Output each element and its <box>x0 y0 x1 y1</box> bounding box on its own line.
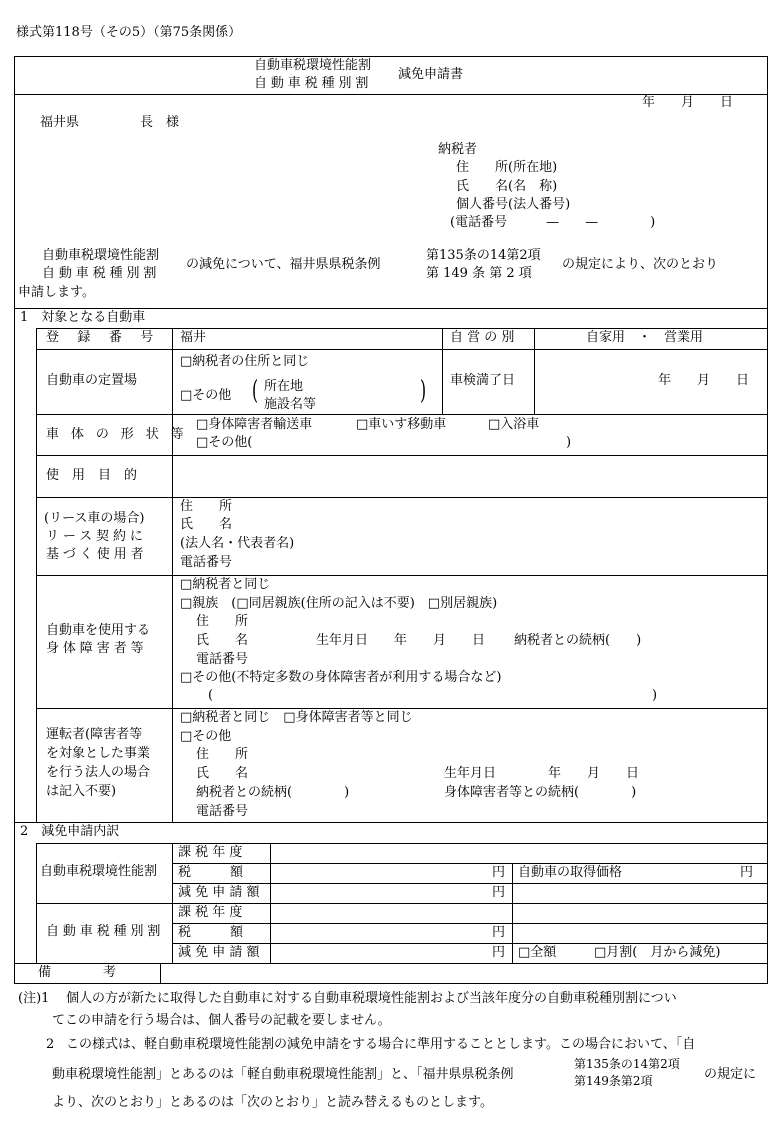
sec2-row2 <box>172 863 768 864</box>
row-body-top <box>36 414 768 415</box>
paren-open: ( <box>252 376 259 406</box>
inspection-date[interactable]: 年 月 日 <box>658 373 750 388</box>
row-user-top <box>36 575 768 576</box>
section1-title: 1 対象となる自動車 <box>20 310 146 325</box>
intro-last: 申請します。 <box>18 285 95 300</box>
body-opt1[interactable]: □身体障害者輸送車 <box>196 417 313 432</box>
taxpayer-id[interactable]: 個人番号(法人番号) <box>456 197 571 212</box>
user-other-open: ( <box>208 688 214 703</box>
title-suffix: 減免申請書 <box>398 67 464 82</box>
user-same[interactable]: □納税者と同じ <box>180 577 271 592</box>
row-lease-top <box>36 497 768 498</box>
note2-line1: この様式は、軽自動車税環境性能割の減免申請をする場合に準用することとします。この場合において、「自 <box>66 1037 696 1052</box>
title-line2: 自動車税種別割 <box>254 76 373 91</box>
note1-line1: 個人の方が新たに取得した自動車に対する自動車税環境性能割および当該年度分の自動車税種別割につい <box>66 991 677 1006</box>
intro-end: の規定により、次のとおり <box>562 257 719 272</box>
user-addr[interactable]: 住 所 <box>196 614 249 629</box>
driver-name[interactable]: 氏 名 <box>196 766 249 781</box>
frame-top <box>14 56 768 57</box>
sec2-top <box>14 822 768 823</box>
lease-label1: (リース車の場合) <box>44 511 145 526</box>
row-reg-top <box>36 328 768 329</box>
driver-rel2[interactable]: 身体障害者等との続柄( ) <box>444 785 637 800</box>
driver-same[interactable]: □納税者と同じ □身体障害者等と同じ <box>180 710 413 725</box>
row-loc-top <box>36 349 768 350</box>
type-year-label: 課 税 年 度 <box>178 905 243 920</box>
row-purpose-top <box>36 455 768 456</box>
location-facility[interactable]: 施設名等 <box>264 397 317 412</box>
sec2-row6 <box>172 943 768 944</box>
taxpayer-address[interactable]: 住 所(所在地) <box>456 160 558 175</box>
lease-phone[interactable]: 電話番号 <box>180 555 233 570</box>
env-year-label: 課 税 年 度 <box>178 845 243 860</box>
body-opt2[interactable]: □車いす移動車 <box>356 417 447 432</box>
purpose-label: 使 用 目 的 <box>46 468 138 483</box>
driver-phone[interactable]: 電話番号 <box>196 804 249 819</box>
addressee-title: 長 様 <box>140 115 180 130</box>
section2-title: 2 減免申請内訳 <box>20 824 120 839</box>
driver-label2: を対象とした事業 <box>46 746 151 761</box>
location-addr[interactable]: 所在地 <box>264 379 304 394</box>
taxpayer-phone[interactable]: (電話番号 — — ) <box>450 215 656 230</box>
col-mid2 <box>534 328 535 414</box>
lease-label2: リース契約に <box>46 529 147 544</box>
sec2-col3 <box>512 863 513 964</box>
full-checkbox[interactable]: □全額 <box>518 945 557 960</box>
addressee-pref: 福井県 <box>40 115 80 130</box>
sec2-row5 <box>172 923 768 924</box>
note1-head: (注)1 <box>18 991 50 1006</box>
body-label: 車 体 の 形 状 等 <box>46 427 188 442</box>
col-mid <box>442 328 443 414</box>
note2-line3: より、次のとおり」とあるのは「次のとおり」と読み替えるものとします。 <box>52 1095 493 1110</box>
location-label: 自動車の定置場 <box>46 373 138 388</box>
user-label1: 自動車を使用する <box>46 623 151 638</box>
note2-head: 2 <box>46 1037 55 1052</box>
body-opt3[interactable]: □入浴車 <box>488 417 540 432</box>
user-other-close: ) <box>652 688 658 703</box>
taxpayer-name[interactable]: 氏 名(名 称) <box>456 179 558 194</box>
intro-art2: 第 149 条 第 2 項 <box>426 266 532 281</box>
note2-line2a: 動車税環境性能割」とあるのは「軽自動車税環境性能割」と、「福井県県税条例 <box>52 1067 514 1082</box>
body-other[interactable]: □その他( <box>196 435 253 450</box>
user-name[interactable]: 氏 名 <box>196 633 249 648</box>
lease-corp: (法人名・代表者名) <box>180 536 295 551</box>
location-other-checkbox[interactable]: □その他 <box>180 388 232 403</box>
env-label: 自動車税環境性能割 <box>40 864 158 879</box>
acq-label: 自動車の取得価格 <box>518 865 623 880</box>
driver-rel1[interactable]: 納税者との続柄( ) <box>196 785 350 800</box>
taxpayer-heading: 納税者 <box>438 142 478 157</box>
body-close: ) <box>566 435 572 450</box>
frame-bottom <box>14 983 768 984</box>
intro-art1: 第135条の14第2項 <box>426 248 541 263</box>
type-reduction-label: 減 免 申 請 額 <box>178 945 260 960</box>
type-label: 自動車税種別割 <box>46 924 165 939</box>
user-phone[interactable]: 電話番号 <box>196 652 249 667</box>
sec1-top <box>14 308 768 309</box>
inspection-label: 車検満了日 <box>450 373 516 388</box>
type-tax-yen: 円 <box>492 925 506 940</box>
lease-name[interactable]: 氏 名 <box>180 517 233 532</box>
use-type-value[interactable]: 自家用 ・ 営業用 <box>586 330 704 345</box>
frame-right <box>767 56 768 984</box>
user-family[interactable]: □親族 (□同居親族(住所の記入は不要) □別居親族) <box>180 596 498 611</box>
intro-tax1: 自動車税環境性能割 <box>42 248 160 263</box>
lease-addr[interactable]: 住 所 <box>180 499 233 514</box>
remarks-divider <box>160 963 161 984</box>
sec2-bottom <box>14 963 768 964</box>
driver-addr[interactable]: 住 所 <box>196 747 249 762</box>
env-reduction-label: 減 免 申 請 額 <box>178 885 260 900</box>
paren-close: ) <box>420 376 427 406</box>
env-reduction-yen: 円 <box>492 885 506 900</box>
sec2-row1 <box>36 843 768 844</box>
location-same-checkbox[interactable]: □納税者の住所と同じ <box>180 354 310 369</box>
driver-birth[interactable]: 生年月日 年 月 日 <box>444 766 640 781</box>
date-field[interactable]: 年 月 日 <box>642 95 734 110</box>
type-tax-label: 税 額 <box>178 925 244 940</box>
env-tax-label: 税 額 <box>178 865 244 880</box>
env-tax-yen: 円 <box>492 865 506 880</box>
driver-label4: は記入不要) <box>46 784 117 799</box>
driver-label1: 運転者(障害者等 <box>46 727 143 742</box>
sec2-row3 <box>172 883 768 884</box>
reg-value[interactable]: 福井 <box>180 330 207 345</box>
driver-label3: を行う法人の場合 <box>46 765 151 780</box>
note1-line2: てこの申請を行う場合は、個人番号の記載を要しません。 <box>52 1013 391 1028</box>
sec2-row4 <box>36 903 768 904</box>
title-line1: 自動車税環境性能割 <box>254 58 372 73</box>
driver-other[interactable]: □その他 <box>180 729 232 744</box>
note2-art1: 第135条の14第2項 <box>574 1057 680 1071</box>
user-birth[interactable]: 生年月日 年 月 日 <box>316 633 486 648</box>
row-driver-top <box>36 708 768 709</box>
type-reduction-yen: 円 <box>492 945 506 960</box>
user-label2: 身体障害者等 <box>46 641 148 656</box>
lease-label3: 基づく使用者 <box>46 547 148 562</box>
note2-art2: 第149条第2項 <box>574 1074 653 1088</box>
form-id: 様式第118号（その5）（第75条関係） <box>16 25 242 40</box>
frame-left <box>14 56 15 984</box>
reg-label: 登 録 番 号 <box>46 330 161 345</box>
intro-mid: の減免について、福井県県税条例 <box>186 257 381 272</box>
user-rel[interactable]: 納税者との続柄( ) <box>514 633 642 648</box>
remarks-label: 備 考 <box>38 965 117 980</box>
monthly-checkbox[interactable]: □月割( 月から減免) <box>594 945 721 960</box>
use-type-label: 自 営 の 別 <box>450 330 515 345</box>
acq-yen: 円 <box>740 865 754 880</box>
intro-tax2: 自動車税種別割 <box>42 266 161 281</box>
note2-line2b: の規定に <box>704 1067 757 1082</box>
user-other[interactable]: □その他(不特定多数の身体障害者が利用する場合など) <box>180 670 502 685</box>
